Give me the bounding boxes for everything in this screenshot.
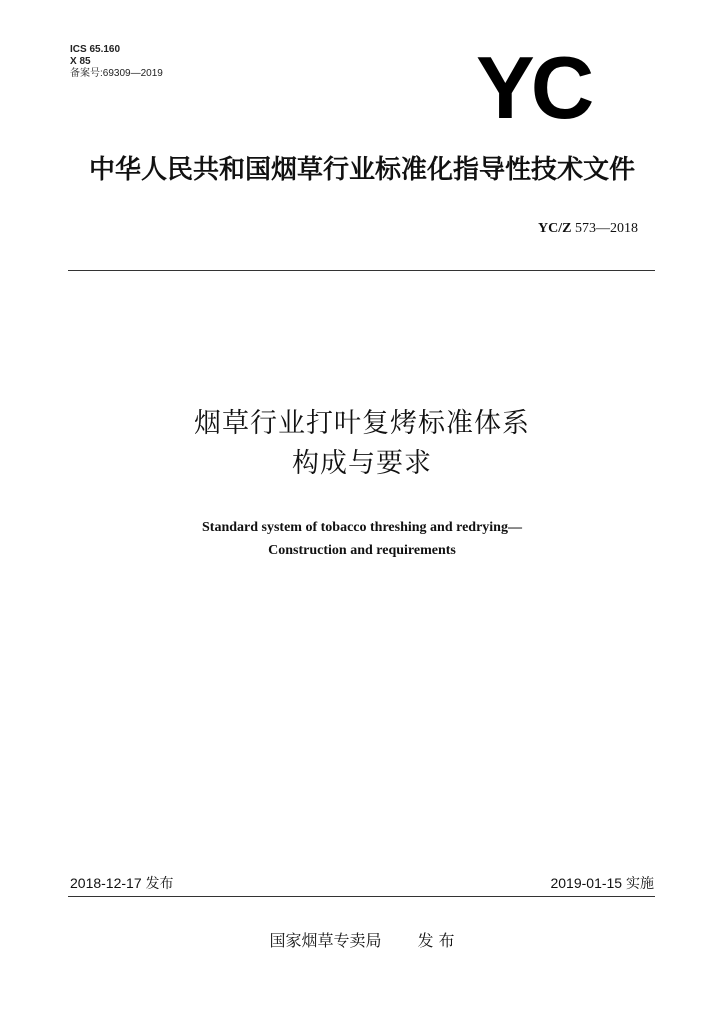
- issuer-line: [0, 930, 724, 952]
- english-title-line-1: Standard system of tobacco threshing and redrying—: [202, 520, 522, 535]
- english-title-line-2: Construction and requirements: [268, 543, 456, 558]
- document-number: [538, 220, 638, 238]
- bottom-divider: [68, 896, 655, 897]
- top-divider: [68, 270, 655, 271]
- document-number-value: 573—2018: [575, 221, 638, 236]
- chinese-title-line-2: 构成与要求: [292, 448, 432, 479]
- chinese-title: [0, 404, 724, 484]
- classification-code: X 85: [70, 56, 91, 67]
- ics-code: ICS 65.160: [70, 44, 121, 55]
- record-number: 备案号:69309—2019: [70, 68, 163, 79]
- chinese-title-line-1: 烟草行业打叶复烤标准体系: [194, 408, 530, 439]
- document-metadata: [70, 44, 163, 80]
- issue-date: 2018-12-17 发布: [70, 875, 174, 891]
- yc-logo: YC: [476, 38, 591, 137]
- english-title: [0, 516, 724, 562]
- implementation-date: 2019-01-15 实施: [550, 875, 654, 891]
- issuer-name: 国家烟草专卖局: [269, 931, 382, 950]
- issuer-action: 发 布: [417, 931, 455, 950]
- document-code: YC/Z: [538, 221, 572, 236]
- document-type-heading: 中华人民共和国烟草行业标准化指导性技术文件: [88, 155, 635, 185]
